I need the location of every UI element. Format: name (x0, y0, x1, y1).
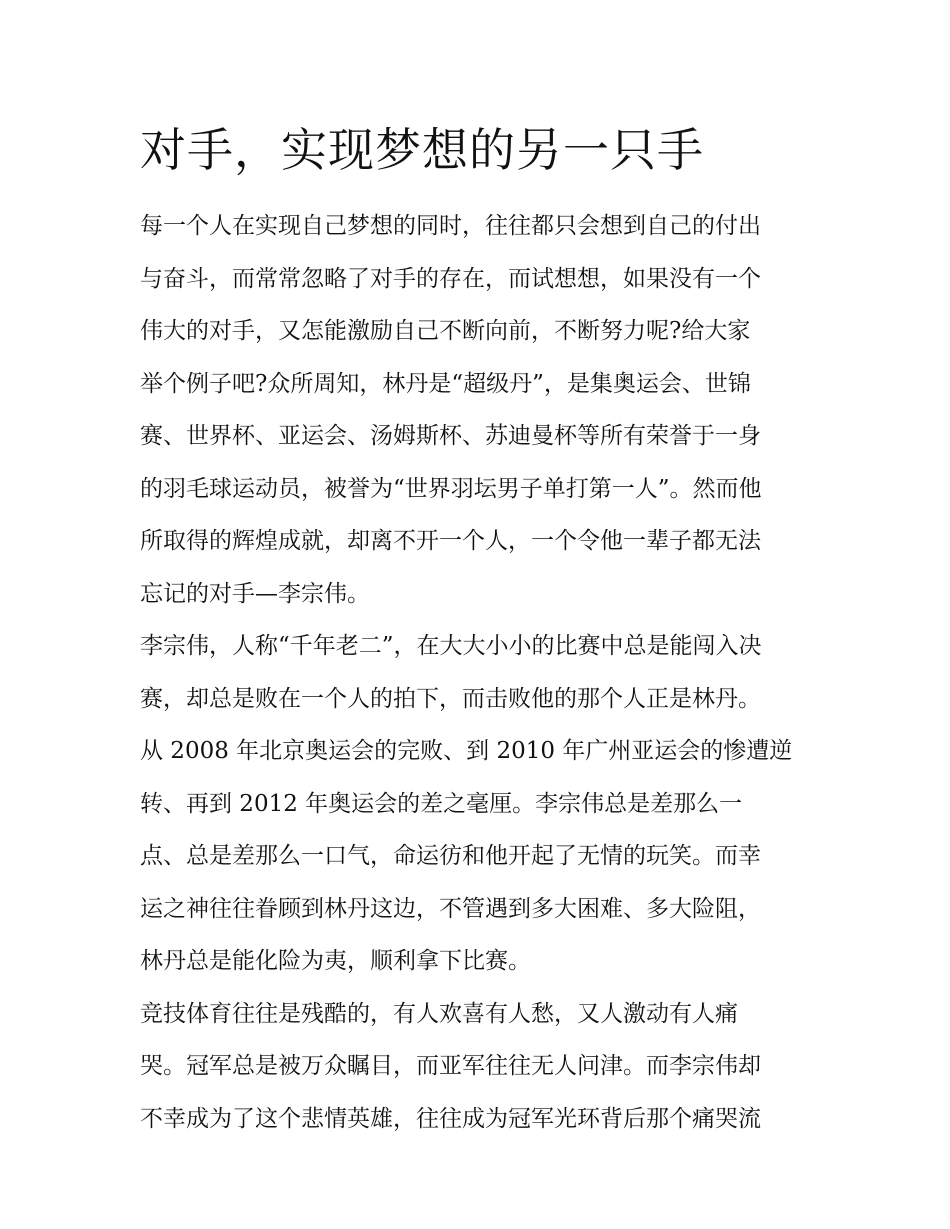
text-line: 所取得的辉煌成就，却离不开一个人，一个令他一辈子都无法 (140, 528, 761, 554)
text-line: 与奋斗，而常常忽略了对手的存在，而试想想，如果没有一个 (140, 265, 761, 292)
text-line: 举个例子吧?众所周知，林丹是“超级丹”，是集奥运会、世锦 (140, 370, 751, 397)
text-line: 哭。冠军总是被万众瞩目，而亚军往往无人问津。而李宗伟却 (140, 1053, 761, 1079)
text-line: 伟大的对手，又怎能激励自己不断向前，不断努力呢?给大家 (140, 318, 751, 344)
document-body (140, 200, 830, 1145)
text-line: 李宗伟，人称“千年老二”，在大大小小的比赛中总是能闯入决 (140, 633, 762, 659)
text-line: 不幸成为了这个悲情英雄，往往成为冠军光环背后那个痛哭流 (140, 1105, 761, 1132)
text-line: 林丹总是能化险为夷，顺利拿下比赛。 (140, 948, 531, 974)
text-line: 忘记的对手—李宗伟。 (140, 580, 370, 607)
text-line: 的羽毛球运动员，被誉为“世界羽坛男子单打第一人”。然而他 (140, 475, 762, 502)
text-line: 赛、世界杯、亚运会、汤姆斯杯、苏迪曼杯等所有荣誉于一身 (140, 423, 761, 449)
text-line: 从 2008 年北京奥运会的完败、到 2010 年广州亚运会的惨遭逆 (140, 738, 793, 764)
text-line: 转、再到 2012 年奥运会的差之毫厘。李宗伟总是差那么一 (140, 790, 743, 817)
text-line: 每一个人在实现自己梦想的同时，往往都只会想到自己的付出 (140, 213, 761, 239)
text-line: 竞技体育往往是残酷的，有人欢喜有人愁，又人激动有人痛 (140, 1000, 738, 1027)
text-line: 赛，却总是败在一个人的拍下，而击败他的那个人正是林丹。 (140, 685, 761, 712)
text-line: 点、总是差那么一口气，命运彷和他开起了无情的玩笑。而幸 (140, 843, 761, 869)
document-title: 对手，实现梦想的另一只手 (140, 123, 704, 177)
text-line: 运之神往往眷顾到林丹这边，不管遇到多大困难、多大险阻， (140, 895, 761, 922)
